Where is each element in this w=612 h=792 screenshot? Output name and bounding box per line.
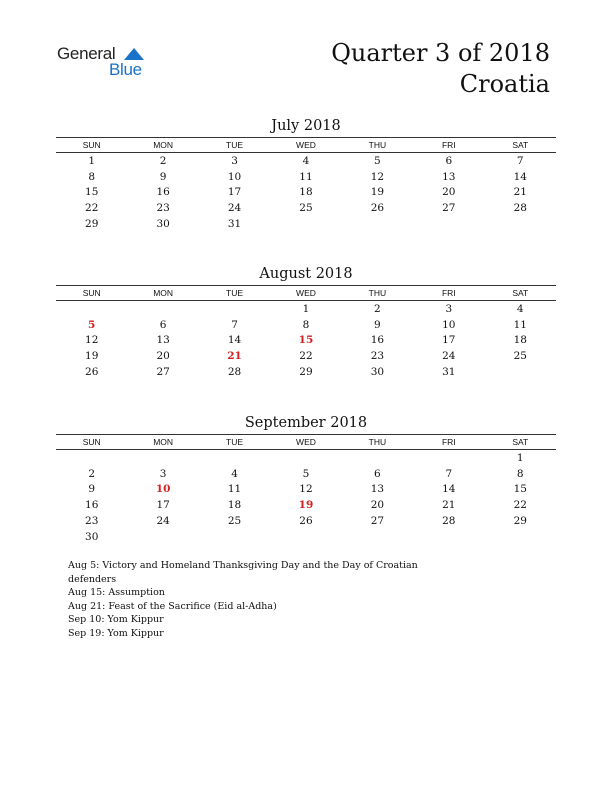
day-cell: 4 <box>302 154 310 167</box>
week-row <box>56 466 556 482</box>
empty-day-cell <box>56 450 127 466</box>
weekday-header: WED <box>270 138 341 153</box>
day-cell: 10 <box>442 318 456 331</box>
holiday-day-cell: 21 <box>227 350 242 363</box>
day-cell: 2 <box>88 467 96 480</box>
day-cell: 30 <box>85 530 99 543</box>
day-cell: 5 <box>374 154 381 167</box>
day-cell: 6 <box>445 154 453 167</box>
empty-day-cell <box>127 450 198 466</box>
day-cell: 19 <box>370 186 385 199</box>
day-cell: 28 <box>227 366 242 379</box>
day-cell: 18 <box>513 334 527 347</box>
day-cell: 5 <box>302 467 310 480</box>
weekday-header: TUE <box>199 286 270 301</box>
month-title: September 2018 <box>244 415 368 431</box>
day-cell: 1 <box>88 154 96 167</box>
day-cell: 20 <box>442 186 456 199</box>
weekday-header: MON <box>127 286 198 301</box>
week-row <box>56 169 556 185</box>
weekday-header: WED <box>270 435 341 450</box>
day-cell: 29 <box>513 515 527 528</box>
day-cell: 12 <box>370 170 385 183</box>
week-row <box>56 513 556 529</box>
day-cell: 10 <box>227 170 242 183</box>
empty-day-cell <box>485 529 556 545</box>
day-cell: 27 <box>442 202 456 215</box>
day-cell: 1 <box>302 302 310 315</box>
empty-day-cell <box>270 529 341 545</box>
day-cell: 13 <box>156 334 170 347</box>
empty-day-cell <box>199 529 270 545</box>
day-cell: 23 <box>156 202 170 215</box>
holiday-day-cell: 5 <box>88 318 96 331</box>
day-cell: 2 <box>159 154 167 167</box>
day-cell: 14 <box>442 483 456 496</box>
quarter-title: Quarter 3 of 2018 <box>331 39 550 67</box>
day-cell: 19 <box>85 350 99 363</box>
day-cell: 8 <box>302 318 310 331</box>
day-cell: 6 <box>159 318 167 331</box>
weekday-header: SAT <box>485 435 556 450</box>
day-cell: 4 <box>231 467 238 480</box>
empty-day-cell <box>485 216 556 232</box>
week-row <box>56 200 556 216</box>
holiday-note: Sep 10: Yom Kippur <box>68 614 164 625</box>
weekday-header: FRI <box>413 435 484 450</box>
day-cell: 4 <box>516 302 524 315</box>
day-cell: 25 <box>299 202 313 215</box>
weekday-header: THU <box>342 138 413 153</box>
week-row <box>56 153 556 169</box>
month-title: July 2018 <box>271 118 341 134</box>
day-cell: 13 <box>442 170 456 183</box>
week-row <box>56 216 556 232</box>
day-cell: 31 <box>227 218 242 231</box>
empty-day-cell <box>127 529 198 545</box>
week-row <box>56 482 556 498</box>
week-row <box>56 348 556 364</box>
weekday-header: SUN <box>56 286 127 301</box>
day-cell: 3 <box>445 302 453 315</box>
weekday-header: THU <box>342 286 413 301</box>
calendar-grid <box>56 137 556 232</box>
empty-day-cell <box>127 301 198 317</box>
day-cell: 22 <box>85 202 99 215</box>
month-calendar-july <box>56 117 556 232</box>
day-cell: 22 <box>299 350 313 363</box>
day-cell: 26 <box>370 202 385 215</box>
month-calendar-august <box>56 265 556 380</box>
empty-day-cell <box>342 529 413 545</box>
day-cell: 16 <box>370 334 385 347</box>
day-cell: 30 <box>156 218 170 231</box>
logo-word-blue: Blue <box>109 60 142 79</box>
weekday-header: SUN <box>56 435 127 450</box>
week-row <box>56 450 556 466</box>
day-cell: 14 <box>513 170 527 183</box>
day-cell: 17 <box>227 186 242 199</box>
page-title <box>331 38 550 100</box>
empty-day-cell <box>199 301 270 317</box>
empty-day-cell <box>342 216 413 232</box>
week-row <box>56 333 556 349</box>
day-cell: 18 <box>299 186 313 199</box>
day-cell: 23 <box>370 350 385 363</box>
day-cell: 9 <box>159 170 167 183</box>
day-cell: 7 <box>231 318 238 331</box>
logo-word-general: General <box>57 44 116 63</box>
calendar-grid <box>56 434 556 545</box>
week-row <box>56 185 556 201</box>
holiday-note: Aug 21: Feast of the Sacrifice (Eid al-Adha) <box>68 600 277 612</box>
weekday-header: TUE <box>199 435 270 450</box>
day-cell: 8 <box>88 170 96 183</box>
weekday-header: WED <box>270 286 341 301</box>
day-cell: 16 <box>85 499 99 512</box>
weekday-header: MON <box>127 138 198 153</box>
weekday-header: SUN <box>56 138 127 153</box>
day-cell: 16 <box>156 186 170 199</box>
empty-day-cell <box>342 450 413 466</box>
day-cell: 8 <box>516 467 524 480</box>
day-cell: 25 <box>513 350 527 363</box>
day-cell: 23 <box>85 515 99 528</box>
day-cell: 21 <box>442 499 456 512</box>
month-calendar-september <box>56 414 556 545</box>
day-cell: 25 <box>227 515 242 528</box>
day-cell: 30 <box>370 366 385 379</box>
empty-day-cell <box>485 364 556 380</box>
holiday-notes <box>68 559 428 640</box>
weekday-header: TUE <box>199 138 270 153</box>
holiday-day-cell: 15 <box>298 334 314 347</box>
day-cell: 28 <box>442 515 456 528</box>
empty-day-cell <box>413 450 484 466</box>
day-cell: 22 <box>513 499 527 512</box>
day-cell: 20 <box>370 499 385 512</box>
day-cell: 11 <box>513 318 527 331</box>
day-cell: 26 <box>85 366 99 379</box>
week-row <box>56 529 556 545</box>
day-cell: 28 <box>513 202 527 215</box>
day-cell: 17 <box>442 334 456 347</box>
day-cell: 31 <box>442 366 456 379</box>
weekday-header: THU <box>342 435 413 450</box>
day-cell: 21 <box>513 186 527 199</box>
day-cell: 3 <box>159 467 167 480</box>
day-cell: 29 <box>85 218 99 231</box>
day-cell: 7 <box>445 467 453 480</box>
holiday-note: Aug 5: Victory and Homeland Thanksgiving Day and the Day of Croatian defenders <box>68 560 418 585</box>
weekday-header: FRI <box>413 286 484 301</box>
day-cell: 6 <box>374 467 381 480</box>
day-cell: 7 <box>516 154 524 167</box>
empty-day-cell <box>413 216 484 232</box>
holiday-note: Aug 15: Assumption <box>68 587 165 598</box>
day-cell: 29 <box>299 366 313 379</box>
holiday-day-cell: 19 <box>298 499 314 512</box>
empty-day-cell <box>56 301 127 317</box>
empty-day-cell <box>413 529 484 545</box>
empty-day-cell <box>270 216 341 232</box>
weekday-header: FRI <box>413 138 484 153</box>
day-cell: 27 <box>370 515 385 528</box>
country-title: Croatia <box>459 70 550 98</box>
day-cell: 27 <box>156 366 170 379</box>
day-cell: 9 <box>374 318 381 331</box>
day-cell: 13 <box>370 483 385 496</box>
week-row <box>56 364 556 380</box>
day-cell: 24 <box>227 202 242 215</box>
day-cell: 3 <box>231 154 238 167</box>
empty-day-cell <box>270 450 341 466</box>
day-cell: 26 <box>299 515 313 528</box>
weekday-header: MON <box>127 435 198 450</box>
empty-day-cell <box>199 450 270 466</box>
week-row <box>56 301 556 317</box>
day-cell: 15 <box>85 186 99 199</box>
day-cell: 2 <box>374 302 381 315</box>
weekday-header: SAT <box>485 286 556 301</box>
day-cell: 14 <box>227 334 242 347</box>
day-cell: 12 <box>299 483 313 496</box>
day-cell: 24 <box>156 515 170 528</box>
week-row <box>56 497 556 513</box>
calendar-grid <box>56 285 556 380</box>
day-cell: 9 <box>88 483 96 496</box>
day-cell: 24 <box>442 350 456 363</box>
day-cell: 17 <box>156 499 170 512</box>
generalblue-logo <box>57 44 167 80</box>
weekday-header: SAT <box>485 138 556 153</box>
day-cell: 11 <box>227 483 242 496</box>
day-cell: 12 <box>85 334 99 347</box>
day-cell: 15 <box>513 483 527 496</box>
week-row <box>56 317 556 333</box>
holiday-note: Sep 19: Yom Kippur <box>68 627 164 639</box>
day-cell: 20 <box>156 350 170 363</box>
day-cell: 11 <box>299 170 313 183</box>
holiday-day-cell: 10 <box>155 483 171 496</box>
day-cell: 1 <box>516 451 524 464</box>
day-cell: 18 <box>227 499 242 512</box>
month-title: August 2018 <box>259 266 353 282</box>
